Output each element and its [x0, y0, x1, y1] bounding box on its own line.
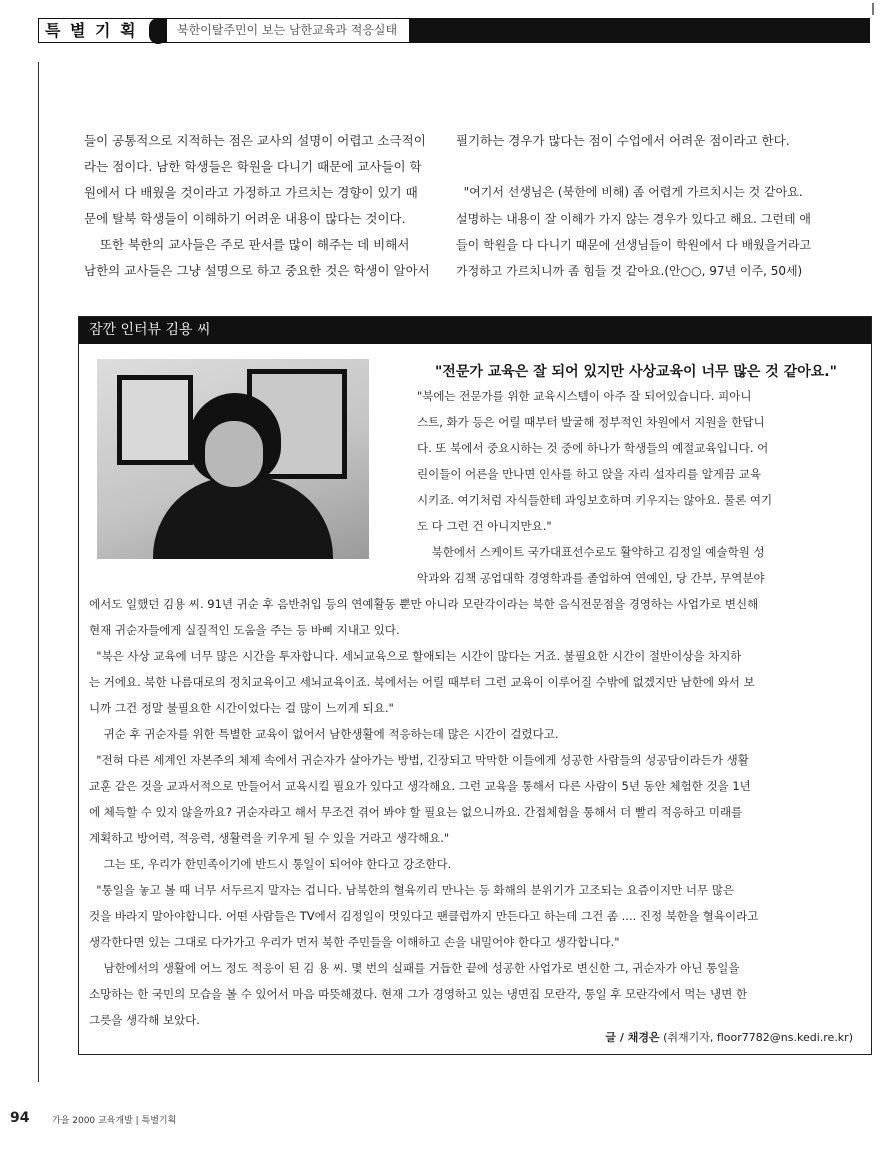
- interview-box-header: [79, 317, 871, 344]
- interview-line: 악과와 김책 공업대학 경영학과를 졸업하여 연예인, 당 간부, 무역분야: [417, 571, 765, 585]
- interview-title: 잠깐 인터뷰 김용 씨: [89, 322, 211, 338]
- page-corner-mark: [872, 3, 874, 15]
- interview-line: 는 거에요. 북한 나름대로의 정치교육이고 세뇌교육이죠. 북에서는 어릴 때부터 그런 교육이 이루어질 수밖에 없겠지만 남한에 와서 보: [89, 675, 755, 689]
- text-line: 들이 공통적으로 지적하는 점은 교사의 설명이 어렵고 소극적이: [84, 133, 426, 148]
- quote-line: 가정하고 가르치니까 좀 힘들 것 같아요.(안○○, 97년 이주, 50세): [456, 264, 803, 278]
- author-name: 글 / 채경은: [605, 1031, 660, 1044]
- interview-line: 그릇을 생각해 보았다.: [89, 1013, 200, 1027]
- author-byline: [605, 1029, 853, 1045]
- interview-box: [78, 316, 872, 1055]
- interview-line: 니까 그건 정말 불필요한 시간이었다는 걸 많이 느끼게 되요.": [89, 701, 394, 715]
- interview-line: 생각한다면 있는 그대로 다가가고 우리가 먼저 북한 주민들을 이해하고 손을 내밀어야 한다고 생각합니다.": [89, 935, 620, 949]
- section-header: [38, 18, 870, 43]
- interview-line: 린이들이 어른을 만나면 인사를 하고 앉을 자리 설자리를 알게끔 교육: [417, 467, 761, 481]
- interview-line: 북한에서 스케이트 국가대표선수로도 활약하고 김정일 예술학원 성: [417, 545, 765, 559]
- section-tag: 특 별 기 획: [39, 19, 157, 42]
- section-subtitle: 북한이탈주민이 보는 남한교육과 적응실태: [167, 19, 409, 42]
- margin-rule: [38, 62, 39, 1082]
- interviewee-photo: [97, 359, 369, 559]
- text-line: 원에서 다 배웠을 것이라고 가정하고 가르치는 경향이 있기 때: [84, 185, 418, 200]
- interview-line: 것을 바라지 말아야합니다. 어떤 사람들은 TV에서 김정일이 멋있다고 팬클럽까지 만든다고 하는데 그건 좀 .... 진정 북한을 혈육이라고: [89, 909, 759, 923]
- interview-line: 귀순 후 귀순자를 위한 특별한 교육이 없어서 남한생활에 적응하는데 많은 시간이 걸렸다고.: [89, 727, 559, 741]
- interview-line: 계획하고 방어력, 적응력, 생활력을 키우게 될 수 있을 거라고 생각해요.": [89, 831, 450, 845]
- interview-line: 현재 귀순자들에게 실질적인 도움을 주는 등 바삐 지내고 있다.: [89, 623, 400, 637]
- interview-line: 도 다 그런 건 아니지만요.": [417, 519, 552, 533]
- interview-headline: "전문가 교육은 잘 되어 있지만 사상교육이 너무 많은 것 같아요.": [435, 364, 837, 380]
- text-line: 남한의 교사들은 그냥 설명으로 하고 중요한 것은 학생이 알아서: [84, 263, 430, 278]
- interview-line: 시키죠. 여기처럼 자식들한테 과잉보호하며 키우지는 않아요. 물론 여기: [417, 493, 773, 507]
- text-line: 필기하는 경우가 많다는 점이 수업에서 어려운 점이라고 한다.: [456, 133, 790, 148]
- interview-line: "북은 사상 교육에 너무 많은 시간을 투자합니다. 세뇌교육으로 할애되는 시간이 많다는 거죠. 불필요한 시간이 절반이상을 차지하: [89, 649, 742, 663]
- text-line: 문에 탈북 학생들이 이해하기 어려운 내용이 많다는 것이다.: [84, 211, 406, 226]
- interview-line: 스트, 화가 등은 어릴 때부터 발굴해 정부적인 차원에서 지원을 한답니: [417, 415, 765, 429]
- interview-line: "전혀 다른 세계인 자본주의 체제 속에서 귀순자가 살아가는 방법, 긴장되고 막막한 이들에게 성공한 사람들의 성공담이라든가 생활: [89, 753, 749, 767]
- text-line: 라는 점이다. 남한 학생들은 학원을 다니기 때문에 교사들이 학: [84, 159, 422, 174]
- quote-line: 설명하는 내용이 잘 이해가 가지 않는 경우가 있다고 해요. 그런데 애: [456, 212, 811, 226]
- interview-line: 그는 또, 우리가 한민족이기에 반드시 통일이 되어야 한다고 강조한다.: [89, 857, 452, 871]
- interview-line: 에 체득할 수 있지 않을까요? 귀순자라고 해서 무조건 겪어 봐야 할 필요는 없으니까요. 간접체험을 통해서 더 빨리 적응하고 미래를: [89, 805, 743, 819]
- interview-line: 다. 또 북에서 중요시하는 것 중에 하나가 학생들의 예절교육입니다. 어: [417, 441, 769, 455]
- page-number: 94: [10, 1110, 30, 1126]
- author-detail: (취재기자, floor7782@ns.kedi.re.kr): [663, 1031, 853, 1044]
- footer-text: 가을 2000 교육개발 | 특별기획: [52, 1116, 177, 1126]
- quote-line: 들이 학원을 다 다니기 때문에 선생님들이 학원에서 다 배웠을거라고: [456, 238, 812, 252]
- quote-line: "여기서 선생님은 (북한에 비해) 좀 어렵게 가르치시는 것 같아요.: [456, 185, 803, 199]
- interview-line: 소망하는 한 국민의 모습을 볼 수 있어서 마음 따뜻해졌다. 현재 그가 경영하고 있는 냉면집 모란각, 통일 후 모란각에서 먹는 냉면 한: [89, 987, 748, 1001]
- interview-line: "통일을 놓고 볼 때 너무 서두르지 말자는 겁니다. 남북한의 혈육끼리 만나는 등 화해의 분위기가 고조되는 요즘이지만 너무 많은: [89, 883, 734, 897]
- interview-line: "북에는 전문가를 위한 교육시스템이 아주 잘 되어있습니다. 피아니: [417, 389, 752, 403]
- interview-line: 교훈 같은 것을 교과서적으로 만들어서 교육시킬 필요가 있다고 생각해요. 그런 교육을 통해서 다른 사람이 5년 동안 체험한 것을 1년: [89, 779, 751, 793]
- text-line: 또한 북한의 교사들은 주로 판서를 많이 해주는 데 비해서: [84, 237, 410, 252]
- header-divider: [149, 18, 167, 44]
- interview-line: 남한에서의 생활에 어느 정도 적응이 된 김 용 씨. 몇 번의 실패를 거듭한 끝에 성공한 사업가로 변신한 그, 귀순자가 아닌 통일을: [89, 961, 740, 975]
- interview-line: 에서도 일했던 김용 씨. 91년 귀순 후 음반취입 등의 연예활동 뿐만 아니라 모란각이라는 북한 음식전문점을 경영하는 사업가로 변신해: [89, 597, 759, 611]
